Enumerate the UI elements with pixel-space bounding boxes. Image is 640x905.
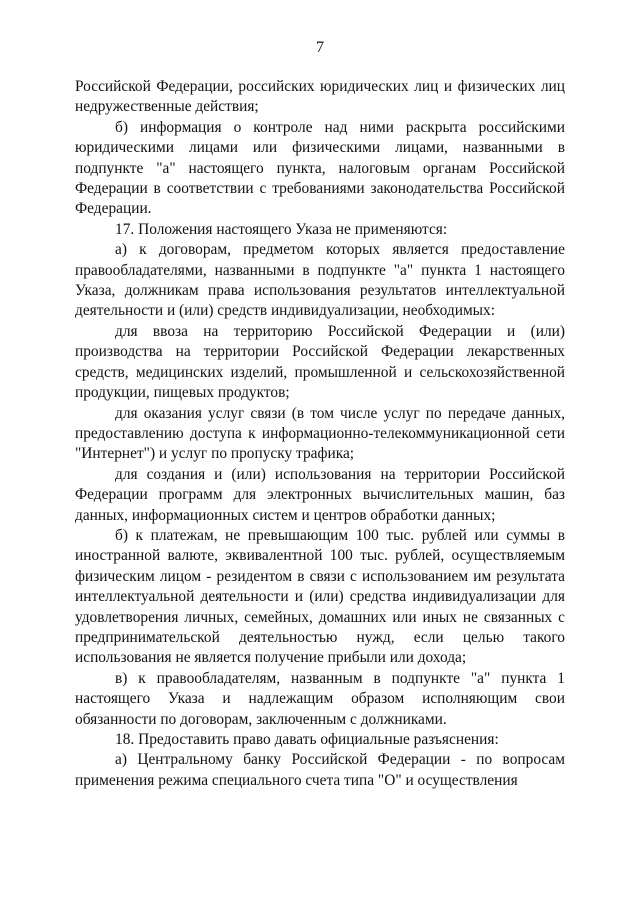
paragraph: б) к платежам, не превышающим 100 тыс. рублей или суммы в иностранной валюте, эквивалентной 100 тыс. рублей, осуществляемым физическим лицом - резидентом в связи с использованием им результата интеллектуальной деятельности и (или) средства индивидуализации для удовлетворения личных, семейных, домашних или иных не связанных с предпринимательской деятельностью нужд, если целью такого использования не является получение прибыли или дохода; xyxy=(75,526,565,667)
paragraph: 17. Положения настоящего Указа не применяются: xyxy=(115,220,448,238)
paragraph: а) Центральному банку Российской Федерации - по вопросам применения режима специального счета типа "О" и осуществления xyxy=(75,751,565,789)
paragraph: для ввоза на территорию Российской Федерации и (или) производства на территории Российской Федерации лекарственных средств, медицинских изделий, промышленной и сельскохозяйственной продукции, пищевых продуктов; xyxy=(75,322,565,402)
paragraph: для создания и (или) использования на территории Российской Федерации программ для электронных вычислительных машин, баз данных, информационных систем и центров обработки данных; xyxy=(75,465,565,524)
document-body xyxy=(75,77,565,791)
page-number: 7 xyxy=(316,39,324,56)
paragraph: в) к правообладателям, названным в подпункте "а" пункта 1 настоящего Указа и надлежащим образом исполняющим свои обязанности по договорам, заключенным с должниками. xyxy=(75,669,565,728)
paragraph: 18. Предоставить право давать официальные разъяснения: xyxy=(115,731,499,748)
paragraph: для оказания услуг связи (в том числе услуг по передаче данных, предоставлению доступа к информационно-телекоммуникационной сети "Интернет") и услуг по пропуску трафика; xyxy=(75,404,565,463)
paragraph: а) к договорам, предметом которых является предоставление правообладателями, названными в подпункте "а" пункта 1 настоящего Указа, должникам права использования результатов интеллектуальной деятельности и (или) средств индивидуализации, необходимых: xyxy=(75,241,565,320)
paragraph: Российской Федерации, российских юридических лиц и физических лиц недружественные действия; xyxy=(75,78,565,116)
paragraph: б) информация о контроле над ними раскрыта российскими юридическими лицами или физическими лицами, названными в подпункте "а" настоящего пункта, налоговым органам Российской Федерации в соответствии с требованиями законодательства Российской Федерации. xyxy=(75,118,565,218)
